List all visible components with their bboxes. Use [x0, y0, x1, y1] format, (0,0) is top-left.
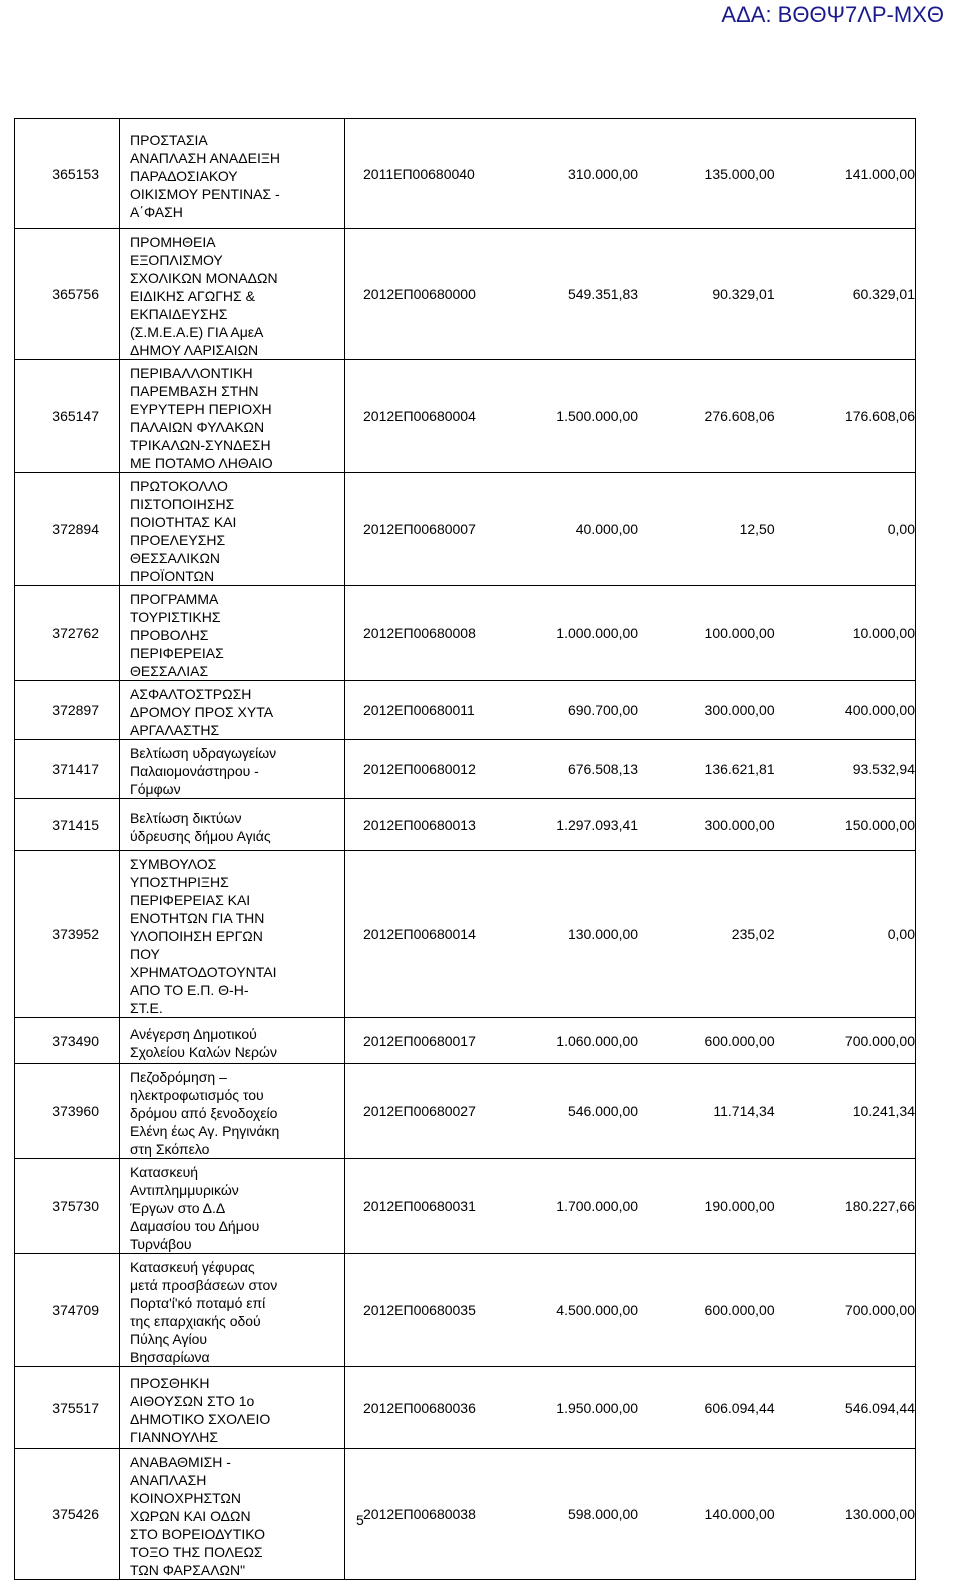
project-id-cell: 375517 [15, 1367, 120, 1449]
table-row [15, 1064, 916, 1159]
project-title: ΑΣΦΑΛΤΟΣΤΡΩΣΗ ΔΡΟΜΟΥ ΠΡΟΣ ΧΥΤΑ ΑΡΓΑΛΑΣΤΗΣ [130, 686, 274, 738]
table-row [15, 1254, 916, 1367]
project-figures [345, 285, 915, 303]
project-code: 2012ΕΠ00680027 [363, 1103, 476, 1119]
budget-amount: 546.000,00 [567, 1103, 639, 1119]
project-title-cell [120, 681, 345, 740]
project-figures-cell [345, 1159, 916, 1254]
project-title-cell [120, 586, 345, 681]
budget-amount: 310.000,00 [567, 165, 639, 182]
project-id-cell: 374709 [15, 1254, 120, 1367]
project-title: ΠΕΡΙΒΑΛΛΟΝΤΙΚΗ ΠΑΡΕΜΒΑΣΗ ΣΤΗΝ ΕΥΡΥΤΕΡΗ ΠΕΡΙΟΧΗ ΠΑΛΑΙΩΝ ΦΥΛΑΚΩΝ ΤΡΙΚΑΛΩΝ-ΣΥΝΔΕΣΗ ΜΕ ΠΟΤΑΜΟ ΛΗΘΑΙΟ [130, 365, 273, 471]
committed-amount: 600.000,00 [704, 1032, 775, 1049]
payment-amount: 141.000,00 [844, 165, 915, 182]
project-title-cell [120, 1254, 345, 1367]
project-code: 2012ΕΠ00680012 [363, 761, 476, 777]
project-title: ΠΡΟΣΤΑΣΙΑ ΑΝΑΠΛΑΣΗ ΑΝΑΔΕΙΞΗ ΠΑΡΑΔΟΣΙΑΚΟΥ ΟΙΚΙΣΜΟΥ ΡΕΝΤΙΝΑΣ - Α΄ΦΑΣΗ [130, 131, 281, 220]
project-title: ΑΝΑΒΑΘΜΙΣΗ - ΑΝΑΠΛΑΣΗ ΚΟΙΝΟΧΡΗΣΤΩΝ ΧΩΡΩΝ ΚΑΙ ΟΔΩΝ ΣΤΟ ΒΟΡΕΙΟΔΥΤΙΚΟ ΤΟΞΟ ΤΗΣ ΠΟΛΕΩΣ ΤΩΝ ΦΑΡΣΑΛΩΝ" [130, 1454, 266, 1578]
project-figures-cell [345, 799, 916, 851]
project-figures-cell [345, 1254, 916, 1367]
table-row [15, 1159, 916, 1254]
payment-amount: 150.000,00 [844, 816, 915, 833]
payment-amount: 400.000,00 [844, 702, 915, 718]
project-title: ΠΡΟΣΘΗΚΗ ΑΙΘΟΥΣΩΝ ΣΤΟ 1ο ΔΗΜΟΤΙΚΟ ΣΧΟΛΕΙΟ ΓΙΑΝΝΟΥΛΗΣ [130, 1374, 271, 1445]
project-figures [345, 1399, 915, 1417]
project-id-cell: 372894 [15, 473, 120, 586]
page-number: 5 [356, 1512, 364, 1528]
payment-amount: 93.532,94 [852, 761, 915, 777]
payment-amount: 130.000,00 [844, 1506, 915, 1522]
project-figures-cell [345, 681, 916, 740]
table-row [15, 681, 916, 740]
project-title: Κατασκευή γέφυρας μετά προσβάσεων στον Πορτα'ί'κό ποταμό επί της επαρχιακής οδού Πύλης Αγίου Βησσαρίωνα [130, 1259, 278, 1365]
project-title-cell [120, 1018, 345, 1064]
committed-amount: 606.094,44 [704, 1399, 775, 1416]
project-title-cell [120, 1064, 345, 1159]
project-figures [345, 760, 915, 778]
budget-amount: 130.000,00 [567, 926, 639, 942]
table-row [15, 360, 916, 473]
project-title-cell [120, 799, 345, 851]
project-id-cell: 365153 [15, 119, 120, 229]
project-id-cell: 371415 [15, 799, 120, 851]
budget-amount: 4.500.000,00 [556, 1302, 639, 1318]
budget-amount: 1.000.000,00 [556, 625, 639, 641]
project-figures-cell [345, 119, 916, 229]
payment-amount: 700.000,00 [844, 1302, 915, 1318]
project-figures [345, 407, 915, 425]
project-id-cell: 375426 [15, 1449, 120, 1580]
project-code: 2012ΕΠ00680004 [363, 408, 476, 424]
project-title: Βελτίωση δικτύων ύδρευσης δήμου Αγιάς [130, 809, 271, 844]
project-id-cell: 373960 [15, 1064, 120, 1159]
committed-amount: 190.000,00 [704, 1198, 775, 1214]
project-figures-cell [345, 1367, 916, 1449]
project-figures [345, 1197, 915, 1215]
project-id-cell: 372897 [15, 681, 120, 740]
budget-amount: 676.508,13 [567, 761, 639, 777]
project-code: 2011ΕΠ00680040 [363, 165, 475, 182]
table-row [15, 740, 916, 799]
budget-amount: 1.950.000,00 [556, 1399, 639, 1416]
committed-amount: 140.000,00 [704, 1506, 775, 1522]
project-code: 2012ΕΠ00680017 [363, 1032, 476, 1049]
project-code: 2012ΕΠ00680038 [363, 1506, 476, 1522]
payment-amount: 176.608,06 [844, 408, 915, 424]
project-code: 2012ΕΠ00680035 [363, 1302, 476, 1318]
committed-amount: 100.000,00 [704, 625, 775, 641]
project-figures [345, 624, 915, 642]
committed-amount: 135.000,00 [704, 165, 775, 182]
project-id-cell: 373490 [15, 1018, 120, 1064]
project-figures [345, 165, 915, 183]
project-title-cell [120, 360, 345, 473]
project-figures [345, 1102, 915, 1120]
project-title-cell [120, 851, 345, 1018]
table-row [15, 473, 916, 586]
project-id-cell: 373952 [15, 851, 120, 1018]
budget-amount: 40.000,00 [575, 521, 639, 537]
project-code: 2012ΕΠ00680013 [363, 816, 476, 833]
payment-amount: 546.094,44 [844, 1399, 915, 1416]
committed-amount: 90.329,01 [712, 286, 775, 302]
table-row [15, 586, 916, 681]
project-figures [345, 701, 915, 719]
project-title: Ανέγερση Δημοτικού Σχολείου Καλών Νερών [130, 1025, 277, 1060]
table-row [15, 1367, 916, 1449]
project-title: ΣΥΜΒΟΥΛΟΣ ΥΠΟΣΤΗΡΙΞΗΣ ΠΕΡΙΦΕΡΕΙΑΣ ΚΑΙ ΕΝΟΤΗΤΩΝ ΓΙΑ ΤΗΝ ΥΛΟΠΟΙΗΣΗ ΕΡΓΩΝ ΠΟΥ ΧΡΗΜΑΤΟΔΟΤΟΥΝΤΑΙ ΑΠΟ ΤΟ Ε.Π. Θ-Η- ΣΤ.Ε. [130, 856, 277, 1016]
project-id-cell: 365147 [15, 360, 120, 473]
committed-amount: 11.714,34 [713, 1103, 775, 1119]
payment-amount: 0,00 [887, 926, 915, 942]
project-title-cell [120, 1367, 345, 1449]
committed-amount: 300.000,00 [704, 702, 775, 718]
project-figures [345, 520, 915, 538]
project-figures-cell [345, 473, 916, 586]
project-title: ΠΡΩΤΟΚΟΛΛΟ ΠΙΣΤΟΠΟΙΗΣΗΣ ΠΟΙΟΤΗΤΑΣ ΚΑΙ ΠΡΟΕΛΕΥΣΗΣ ΘΕΣΣΑΛΙΚΩΝ ΠΡΟΪΟΝΤΩΝ [130, 478, 237, 584]
project-title-cell [120, 740, 345, 799]
project-title: Πεζοδρόμηση – ηλεκτροφωτισμός του δρόμου από ξενοδοχείο Ελένη έως Αγ. Ρηγινάκη στη Σκόπελο [130, 1069, 280, 1157]
project-figures-cell [345, 851, 916, 1018]
project-code: 2012ΕΠ00680014 [363, 926, 476, 942]
project-code: 2012ΕΠ00680011 [363, 702, 475, 718]
project-figures-cell [345, 1064, 916, 1159]
projects-table [14, 118, 916, 1580]
project-title-cell [120, 229, 345, 360]
project-title: ΠΡΟΜΗΘΕΙΑ ΕΞΟΠΛΙΣΜΟΥ ΣΧΟΛΙΚΩΝ ΜΟΝΑΔΩΝ ΕΙΔΙΚΗΣ ΑΓΩΓΗΣ & ΕΚΠΑΙΔΕΥΣΗΣ (Σ.Μ.Ε.Α.Ε) ΓΙΑ ΑμεΑ ΔΗΜΟΥ ΛΑΡΙΣΑΙΩΝ [130, 234, 278, 358]
project-code: 2012ΕΠ00680008 [363, 625, 476, 641]
project-figures [345, 1032, 915, 1050]
budget-amount: 1.297.093,41 [556, 816, 639, 833]
table-row [15, 229, 916, 360]
project-figures [345, 1505, 915, 1523]
project-title: Βελτίωση υδραγωγείων Παλαιομονάστηρου - Γόμφων [130, 745, 277, 797]
project-title: Κατασκευή Αντιπλημμυρικών Έργων στο Δ.Δ Δαμασίου του Δήμου Τυρνάβου [130, 1164, 260, 1252]
payment-amount: 0,00 [887, 521, 915, 537]
projects-table-body [15, 119, 916, 1580]
project-code: 2012ΕΠ00680007 [363, 521, 476, 537]
project-id-cell: 375730 [15, 1159, 120, 1254]
ada-code: ΑΔΑ: ΒΘΘΨ7ΛΡ-ΜΧΘ [721, 2, 944, 27]
project-figures-cell [345, 1018, 916, 1064]
project-code: 2012ΕΠ00680036 [363, 1399, 476, 1416]
project-id-cell: 365756 [15, 229, 120, 360]
budget-amount: 1.500.000,00 [556, 408, 639, 424]
budget-amount: 1.060.000,00 [556, 1032, 639, 1049]
committed-amount: 276.608,06 [704, 408, 775, 424]
budget-amount: 598.000,00 [567, 1506, 639, 1522]
committed-amount: 300.000,00 [704, 816, 775, 833]
project-code: 2012ΕΠ00680031 [363, 1198, 476, 1214]
table-row [15, 851, 916, 1018]
project-title-cell [120, 473, 345, 586]
project-title-cell [120, 119, 345, 229]
project-id-cell: 372762 [15, 586, 120, 681]
project-title: ΠΡΟΓΡΑΜΜΑ ΤΟΥΡΙΣΤΙΚΗΣ ΠΡΟΒΟΛΗΣ ΠΕΡΙΦΕΡΕΙΑΣ ΘΕΣΣΑΛΙΑΣ [130, 591, 224, 679]
committed-amount: 235,02 [731, 926, 775, 942]
project-figures-cell [345, 740, 916, 799]
project-figures-cell [345, 586, 916, 681]
budget-amount: 1.700.000,00 [556, 1198, 639, 1214]
table-row [15, 1018, 916, 1064]
committed-amount: 136.621,81 [704, 761, 775, 777]
payment-amount: 10.000,00 [852, 625, 915, 641]
table-row [15, 119, 916, 229]
project-figures-cell [345, 360, 916, 473]
project-title-cell [120, 1159, 345, 1254]
payment-amount: 700.000,00 [844, 1032, 915, 1049]
project-id-cell: 371417 [15, 740, 120, 799]
project-figures [345, 925, 915, 943]
payment-amount: 10.241,34 [852, 1103, 915, 1119]
payment-amount: 180.227,66 [844, 1198, 915, 1214]
table-row [15, 799, 916, 851]
committed-amount: 600.000,00 [704, 1302, 775, 1318]
budget-amount: 549.351,83 [567, 286, 639, 302]
project-figures [345, 1301, 915, 1319]
budget-amount: 690.700,00 [567, 702, 639, 718]
project-figures [345, 816, 915, 834]
payment-amount: 60.329,01 [852, 286, 915, 302]
project-code: 2012ΕΠ00680000 [363, 286, 476, 302]
committed-amount: 12,50 [739, 521, 775, 537]
project-figures-cell [345, 229, 916, 360]
